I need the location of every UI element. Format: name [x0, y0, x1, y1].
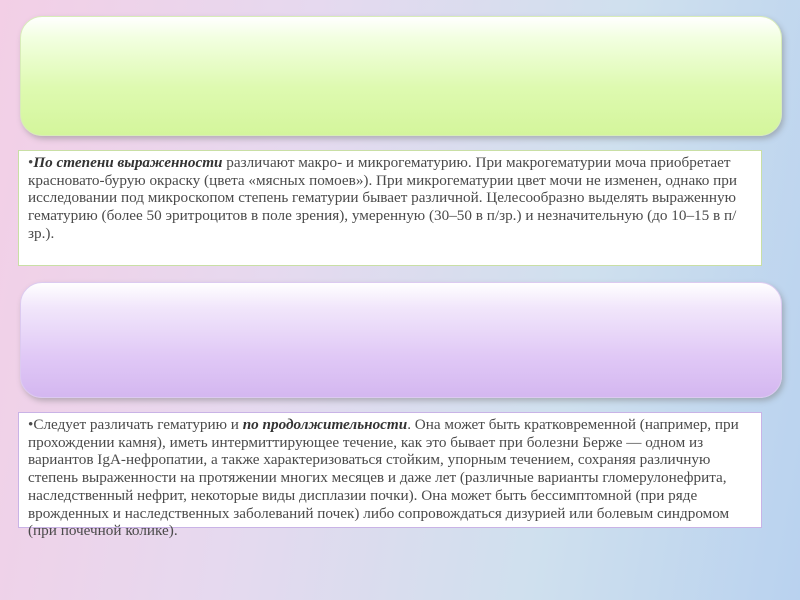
purple-banner [20, 282, 782, 398]
text-box-severity [18, 150, 762, 266]
paragraph-text-end: . Она может быть кратковременной (например, при прохождении камня), иметь интермиттирующее течение, как это бывает при болезни Берже — одном из вариантов IgA-нефропатии, а также характеризоваться стойким, упорным течением, сохраняя различную степень выраженности на протяжении многих месяцев и даже лет (различные варианты гломерулонефрита, наследственный нефрит, некоторые виды дисплазии почки). Она может быть бессимптомной (при ряде врожденных и наследственных заболеваний почек) либо сопровождаться дизурией или болевым синдромом (при почечной колике). [28, 416, 739, 540]
paragraph-severity [28, 154, 753, 243]
paragraph-text-start: Следует различать гематурию и [33, 416, 243, 433]
text-box-duration [18, 412, 762, 540]
bullet: • [28, 416, 34, 433]
paragraph-text: различают макро- и микрогематурию. При макрогематурии моча приобретает красновато-бурую окраску (цвета «мясных помоев»). При микрогематурии цвет мочи не изменен, однако при исследовании под микроскопом степень гематурии бывает различной. Целесообразно выделять выраженную гематурию (более 50 эритроцитов в поле зрения), умеренную (30–50 в п/зр.) и незначительную (до 10–15 в п/зр.). [28, 154, 738, 242]
emphasis-duration: по продолжительности [242, 416, 408, 433]
emphasis-severity: По степени выраженности [33, 154, 223, 171]
paragraph-duration [28, 416, 753, 540]
green-banner [20, 16, 782, 136]
bullet: • [28, 154, 34, 171]
